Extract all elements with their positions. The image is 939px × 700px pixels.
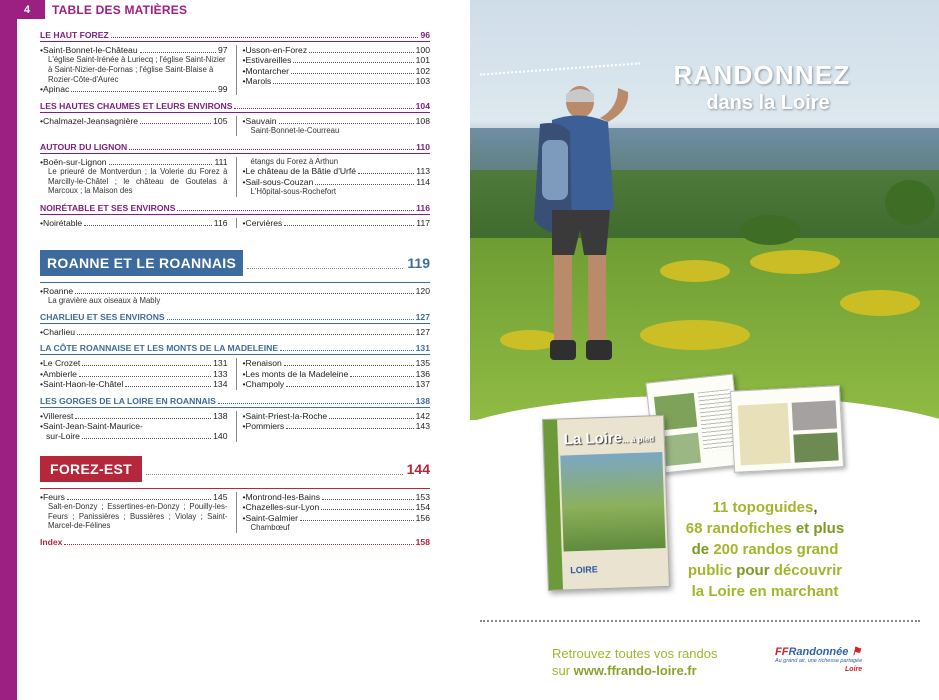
section-charlieu[interactable] bbox=[40, 312, 430, 324]
section-lignon[interactable] bbox=[40, 142, 430, 154]
toc-entry[interactable]: • Pommiers 143 bbox=[242, 421, 430, 432]
section-index[interactable] bbox=[40, 537, 430, 548]
toc-entry[interactable]: • Renaison 135 bbox=[242, 358, 430, 369]
section-page: 96 bbox=[420, 30, 430, 40]
part-roanne[interactable] bbox=[40, 250, 430, 276]
toc-entry-sub: Saint-Bonnet-le-Courreau bbox=[250, 126, 340, 135]
section-title: Index bbox=[40, 536, 63, 547]
toc-entry[interactable]: • Le château de la Bâtie d'Urfé 113 bbox=[242, 166, 430, 177]
section-page: 131 bbox=[415, 343, 430, 354]
table-of-contents bbox=[40, 26, 430, 548]
section-title: LES GORGES DE LA LOIRE EN ROANNAIS bbox=[40, 395, 216, 406]
topoguide-book: La Loire... à pied LOIRE bbox=[542, 415, 670, 591]
toc-entry[interactable]: • Montrond-les-Bains 153 bbox=[242, 491, 430, 502]
toc-entry[interactable]: • Boën-sur-Lignon 111 bbox=[40, 156, 228, 167]
page-number: 4 bbox=[0, 0, 45, 19]
part-page: 144 bbox=[406, 460, 430, 477]
toc-entry[interactable]: • Champoly 137 bbox=[242, 379, 430, 390]
toc-entry[interactable]: • Saint-Galmier 156 bbox=[242, 512, 430, 523]
section-page: 158 bbox=[415, 536, 430, 547]
toc-entry[interactable]: • Sail-sous-Couzan 114 bbox=[242, 176, 430, 187]
section-page: 104 bbox=[415, 100, 430, 111]
toc-entry[interactable]: • Saint-Priest-la-Roche 142 bbox=[242, 410, 430, 421]
toc-entry[interactable]: • Chazelles-sur-Lyon 154 bbox=[242, 502, 430, 513]
section-page: 138 bbox=[415, 395, 430, 406]
toc-entry-sub: Chambœuf bbox=[250, 523, 290, 533]
toc-entry[interactable]: • Noirétable 116 bbox=[40, 217, 228, 228]
toc-entry[interactable]: • Saint-Jean-Saint-Maurice- bbox=[40, 421, 143, 432]
toc-entry[interactable]: • Montarcher 102 bbox=[242, 65, 430, 76]
section-cote-roannaise[interactable] bbox=[40, 343, 430, 355]
section-noiretable[interactable] bbox=[40, 203, 430, 215]
toc-entry-sub: Le prieuré de Montverdun ; la Volerie du Forez à Marcilly-le-Châtel ; le château de Goutelas à Marcoux ; la Maison des bbox=[48, 167, 228, 196]
toc-entry[interactable]: • Usson-en-Forez 100 bbox=[242, 45, 430, 55]
toc-entry-sub: L'Hôpital-sous-Rochefort bbox=[250, 187, 337, 196]
part-title: FOREZ-EST bbox=[40, 456, 142, 482]
left-edge-bar bbox=[0, 0, 17, 700]
section-title: LA CÔTE ROANNAISE ET LES MONTS DE LA MADELEINE bbox=[40, 343, 279, 354]
toc-entry[interactable]: • Marols 103 bbox=[242, 76, 430, 87]
randofiche-card bbox=[730, 385, 844, 473]
ad-title: RANDONNEZ bbox=[673, 60, 851, 90]
section-page: 116 bbox=[416, 202, 430, 213]
footer-website[interactable]: Retrouvez toutes vos randos sur www.ffrando-loire.fr bbox=[552, 646, 718, 678]
section-gorges[interactable] bbox=[40, 396, 430, 408]
section-hautes-chaumes[interactable] bbox=[40, 101, 430, 113]
toc-entry[interactable]: • Apinac 99 bbox=[40, 84, 228, 95]
toc-entry[interactable]: • Feurs 145 bbox=[40, 491, 228, 502]
ffrandonnee-logo: FFRandonnée ⚑ Au grand air, une richesse partagée Loire bbox=[775, 646, 863, 673]
toc-entry[interactable]: • Estivareilles 101 bbox=[242, 55, 430, 66]
ad-subtitle: dans la Loire bbox=[706, 92, 830, 114]
toc-entry[interactable]: sur-Loire 140 bbox=[46, 431, 228, 442]
toc-entry-sub: Salt-en-Donzy ; Essertines-en-Donzy ; Pouilly-les-Feurs ; Panissières ; Bussières ; Violay ; Saint-Marcel-de-Félines bbox=[48, 502, 228, 531]
section-title: CHARLIEU ET SES ENVIRONS bbox=[40, 312, 165, 322]
toc-entry-sub: La gravière aux oiseaux à Mably bbox=[48, 296, 161, 306]
toc-entry[interactable]: • Ambierle 133 bbox=[40, 368, 228, 379]
section-title: LES HAUTES CHAUMES ET LEURS ENVIRONS bbox=[40, 100, 233, 111]
toc-entry-sub: étangs du Forez à Arthun bbox=[250, 156, 339, 166]
toc-entry[interactable]: • Charlieu 127 bbox=[40, 327, 430, 337]
section-page: 127 bbox=[415, 312, 430, 322]
toc-entry[interactable]: • Saint-Haon-le-Châtel 134 bbox=[40, 379, 228, 390]
toc-entry[interactable]: • Les monts de la Madeleine 136 bbox=[242, 368, 430, 379]
promo-text: 11 topoguides, 68 randofiches et plus de 200 randos grand public pour découvrir la Loire en marchant bbox=[685, 499, 845, 600]
toc-entry[interactable]: • Cervières 117 bbox=[242, 217, 430, 228]
toc-entry[interactable]: • Sauvain 108 bbox=[242, 115, 430, 126]
section-page: 110 bbox=[416, 141, 430, 152]
hiker-figure bbox=[500, 80, 660, 400]
toc-entry-sub: L'église Saint-Irénée à Luriecq ; l'église Saint-Nizier à Saint-Nizier-de-Fornas ; l'église Saint-Blaise à Rozier-Côte-d'Aurec bbox=[48, 55, 226, 84]
section-title: AUTOUR DU LIGNON bbox=[40, 141, 128, 152]
toc-entry[interactable]: • Chalmazel-Jeansagnière 105 bbox=[40, 115, 228, 126]
page-title: TABLE DES MATIÈRES bbox=[52, 3, 188, 17]
part-page: 119 bbox=[407, 255, 430, 271]
part-title: ROANNE ET LE ROANNAIS bbox=[40, 250, 243, 276]
toc-entry[interactable]: • Saint-Bonnet-le-Château 97 bbox=[40, 45, 228, 55]
toc-entry[interactable]: • Villerest 138 bbox=[40, 410, 228, 421]
section-title: LE HAUT FOREZ bbox=[40, 30, 109, 40]
advertisement-page bbox=[470, 0, 939, 700]
section-title: NOIRÉTABLE ET SES ENVIRONS bbox=[40, 202, 176, 213]
toc-entry[interactable]: • Le Crozet 131 bbox=[40, 358, 228, 369]
toc-entry[interactable]: • Roanne 120 bbox=[40, 286, 430, 296]
part-forez-est[interactable] bbox=[40, 456, 430, 482]
section-haut-forez[interactable] bbox=[40, 30, 430, 42]
